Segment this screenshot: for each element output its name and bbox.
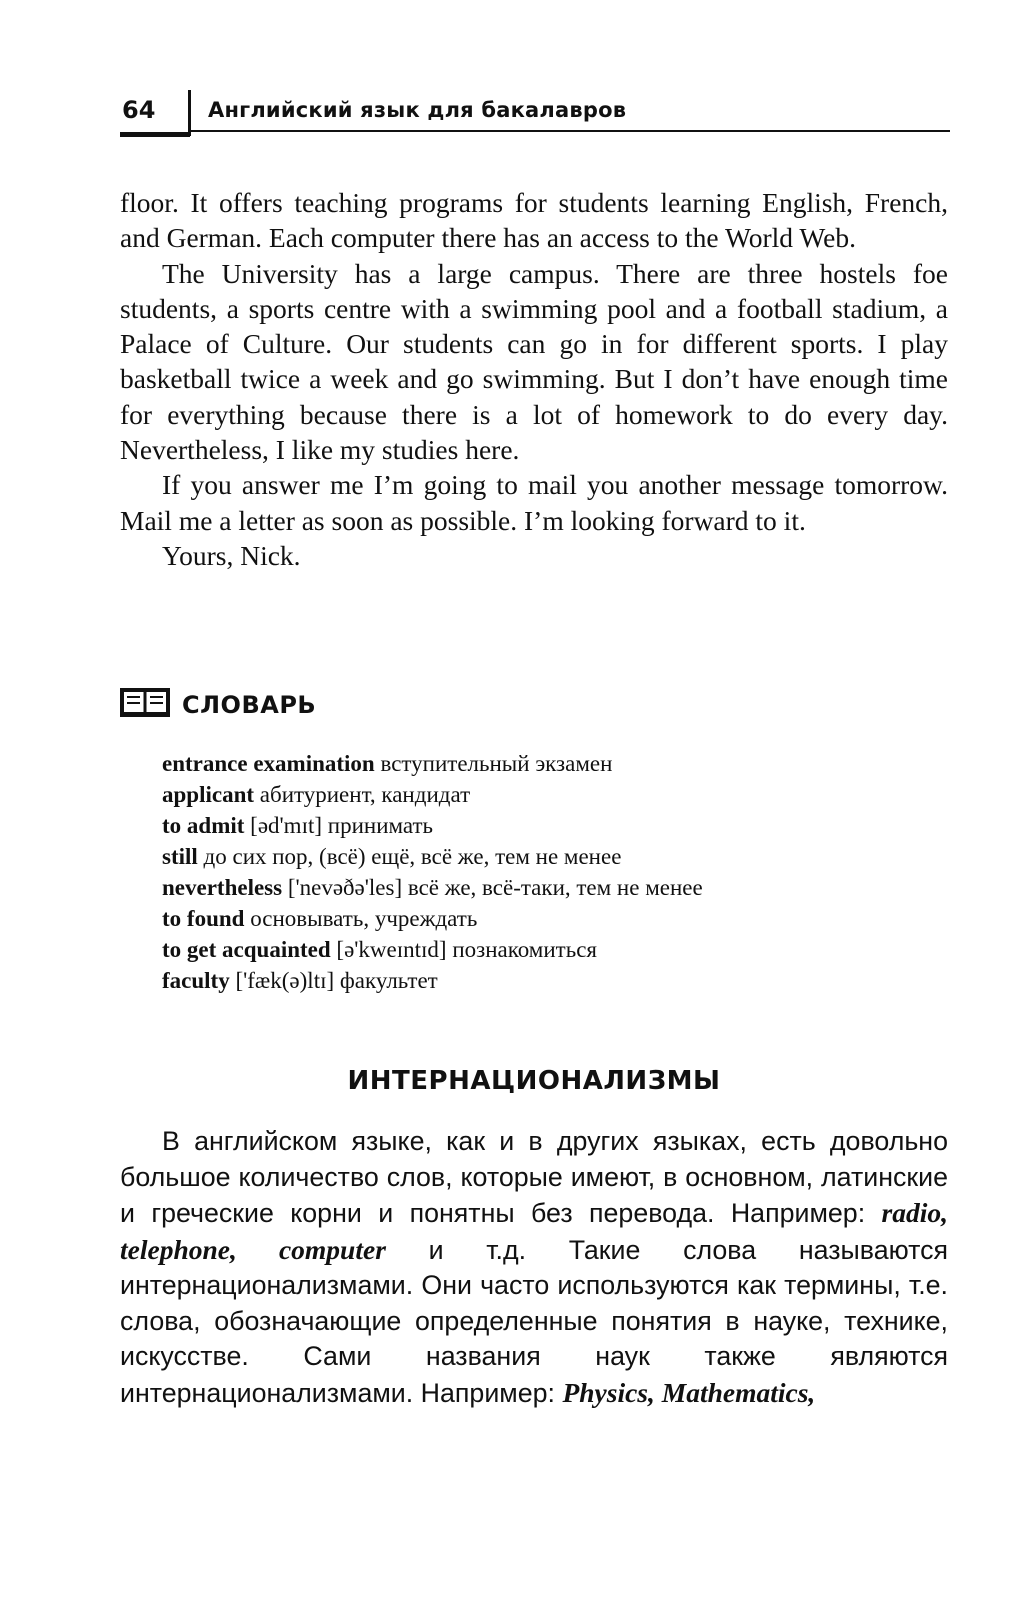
header-rule: [190, 130, 950, 132]
vocabulary-definition: основывать, учреждать: [244, 906, 478, 931]
vocabulary-entry: [162, 810, 922, 841]
vocabulary-definition: [əd'mɪt] принимать: [244, 813, 434, 838]
vocabulary-definition: [ə'kweɪntɪd] познакомиться: [330, 937, 598, 962]
vocabulary-entry: [162, 934, 922, 965]
vocabulary-entry: [162, 841, 922, 872]
vocabulary-term: applicant: [162, 782, 255, 807]
vocabulary-entry: [162, 748, 922, 779]
header-underline-accent: [120, 132, 190, 137]
page-header: [120, 90, 950, 142]
vocabulary-term: entrance examination: [162, 751, 375, 776]
page-number: 64: [122, 96, 156, 124]
section-title: ИНТЕРНАЦИОНАЛИЗМЫ: [347, 1066, 721, 1096]
vocabulary-definition: ['fæk(ə)ltɪ] факультет: [229, 968, 438, 993]
vocabulary-title: СЛОВАРЬ: [182, 691, 317, 719]
running-title: Английский язык для бакалавров: [208, 98, 627, 122]
letter-paragraph: The University has a large campus. There are three hostels foe students, a sports centre with a swimming pool and a football stadium, a Palace of Culture. Our students can go in for different sports. I play basketball twice a week and go swimming. But I don’t have enough time for everything because there is a lot of homework to do every day. Nevertheless, I like my studies here.: [120, 257, 948, 466]
vocabulary-term: faculty: [162, 968, 230, 993]
vocabulary-entry: [162, 779, 922, 810]
vocabulary-list: [162, 748, 922, 996]
letter-text: [120, 185, 948, 573]
vocabulary-entry: [162, 903, 922, 934]
vocabulary-term: nevertheless: [162, 875, 283, 900]
vocabulary-entry: [162, 965, 922, 996]
vocabulary-term: to get acquainted: [162, 937, 331, 962]
letter-paragraph: floor. It offers teaching programs for students learning English, French, and German. Each computer there has an access to the World Web.: [120, 187, 948, 254]
vocabulary-term: to found: [162, 906, 245, 931]
internationalisms-paragraph: [120, 1124, 948, 1411]
letter-paragraph: If you answer me I’m going to mail you another message tomorrow. Mail me a letter as soon as possible. I’m looking forward to it.: [120, 469, 948, 536]
vocabulary-definition: до сих пор, (всё) ещё, всё же, тем не менее: [197, 844, 622, 869]
paragraph-text: и т.д. Такие слова называются интернационализмами. Они часто используются как термины, т.е. слова, обозначающие определенные понятия в науке, технике, искусстве. Сами названия наук также являются интернационализмами. Например:: [120, 1234, 948, 1408]
vocabulary-definition: ['nevəðə'les] всё же, всё-таки, тем не менее: [282, 875, 703, 900]
vocabulary-definition: абитуриент, кандидат: [254, 782, 471, 807]
vocabulary-entry: [162, 872, 922, 903]
vocabulary-term: still: [162, 844, 198, 869]
paragraph-text: В английском языке, как и в других языках, есть довольно большое количество слов, которые имеют, в основном, латинские и греческие корни и понятны без перевода. Например:: [120, 1126, 948, 1228]
example-words: radio, telephone, computer: [120, 1197, 948, 1265]
internationalisms-text: [120, 1124, 948, 1411]
letter-closing: Yours, Nick.: [162, 539, 301, 571]
example-words: Physics, Mathematics,: [562, 1376, 816, 1408]
vocabulary-term: to admit: [162, 813, 245, 838]
book-icon: [120, 688, 170, 718]
vocabulary-definition: вступительный экзамен: [374, 751, 613, 776]
